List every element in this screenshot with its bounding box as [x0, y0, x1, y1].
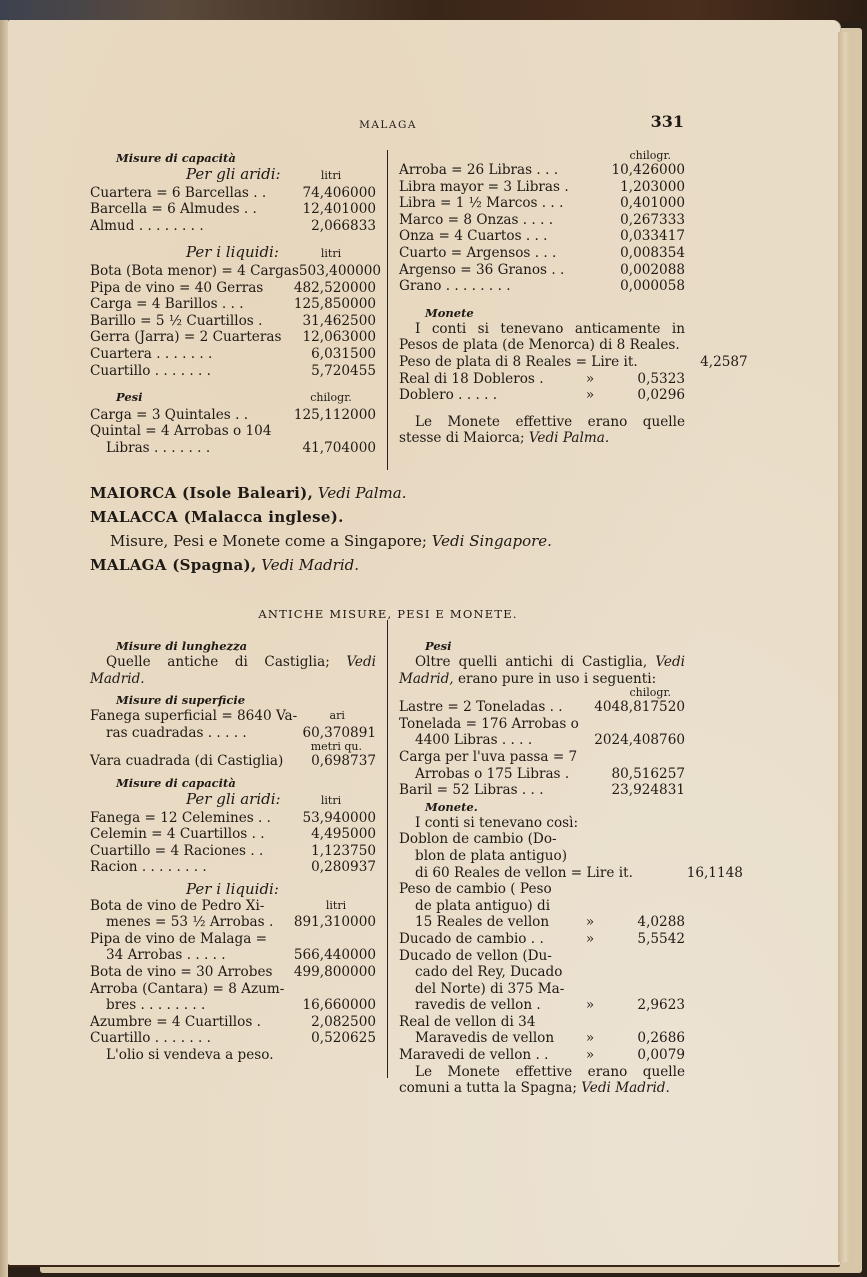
row-label: Barcella = 6 Almudes . . — [90, 201, 257, 218]
table-row — [90, 218, 376, 235]
table-liquid — [90, 898, 376, 1047]
ditto-mark — [633, 865, 663, 882]
row-label: Bota (Bota menor) = 4 Cargas — [90, 262, 299, 279]
table-dry — [90, 810, 376, 876]
row-value — [605, 881, 685, 898]
table-row — [90, 313, 376, 330]
row-label: Marco = 8 Onzas . . . . — [399, 211, 554, 228]
table-row — [90, 964, 376, 981]
row-value: 0,280937 — [311, 859, 376, 876]
row-value: 60,370891 — [302, 724, 376, 741]
row-label: Arroba (Cantara) = 8 Azum- — [90, 980, 285, 997]
table-row — [399, 782, 685, 799]
ditto-mark: » — [585, 370, 595, 387]
row-label: 4400 Libras . . . . — [415, 732, 533, 749]
row-value: 125,850000 — [293, 296, 376, 313]
table-row — [90, 363, 376, 380]
row-value: ari — [329, 709, 345, 723]
row-value: 53,940000 — [302, 809, 376, 826]
row-value: 12,401000 — [302, 201, 376, 218]
row-label: menes = 53 ½ Arrobas . — [106, 914, 274, 931]
table-liquid — [90, 262, 382, 379]
row-value: 0,0296 — [637, 387, 685, 404]
cross-reference: Vedi Madrid. — [581, 1080, 670, 1097]
row-value: 4048,817520 — [594, 699, 685, 716]
row-value: 2024,408760 — [594, 732, 685, 749]
row-label: Cuartillo . . . . . . . — [90, 362, 211, 379]
table-row — [399, 262, 685, 279]
ditto-mark — [638, 354, 668, 371]
row-label: blon de plata antiguo) — [415, 847, 568, 864]
table-row — [90, 981, 376, 998]
row-value: 4,495000 — [311, 826, 376, 843]
row-value: 10,426000 — [611, 162, 685, 178]
table-weights — [90, 407, 376, 457]
table-row — [399, 864, 743, 882]
row-value: 0,698737 — [311, 753, 376, 770]
row-label: Fanega = 12 Celemines . . — [90, 809, 272, 826]
row-label: Carga per l'uva passa = 7 — [399, 748, 578, 765]
coins-note: Le Monete effettive erano quelle comuni a tutta la Spagna; Vedi Madrid. — [399, 1063, 685, 1097]
top-left-column — [90, 150, 382, 457]
row-label: de plata antiguo) di — [415, 897, 551, 914]
row-value: 0,033417 — [620, 228, 685, 245]
row-value: 16,1148 — [686, 864, 743, 881]
cross-reference: Vedi Madrid. — [261, 556, 359, 574]
row-value: 5,720455 — [311, 362, 376, 379]
row-value: 12,063000 — [302, 329, 376, 346]
row-label: Quintal = 4 Arrobas o 104 — [90, 423, 272, 440]
row-label: di 60 Reales de vellon = Lire it. — [415, 864, 633, 881]
table-row — [399, 914, 685, 931]
row-value: 4,0288 — [637, 914, 685, 931]
table-coins — [399, 353, 748, 404]
table-row — [90, 826, 376, 843]
row-label: Arroba = 26 Libras . . . — [399, 162, 559, 178]
table-row — [399, 1014, 685, 1031]
row-value: 23,924831 — [611, 782, 685, 799]
ditto-mark — [575, 964, 605, 981]
table-row — [90, 440, 376, 457]
ditto-mark — [575, 981, 605, 998]
table-row — [90, 346, 376, 363]
row-label: Peso de plata di 8 Reales = Lire it. — [399, 353, 638, 370]
length-text: Quelle antiche di Castiglia; Vedi Madrid. — [90, 654, 377, 687]
row-value: 503,400000 — [298, 262, 382, 279]
table-row — [399, 179, 685, 196]
row-value — [605, 716, 685, 733]
ditto-mark — [575, 948, 605, 965]
row-label: bres . . . . . . . . — [106, 997, 206, 1014]
table-surface — [90, 708, 376, 770]
entry-maiorca: MAIORCA (Isole Baleari), Vedi Palma. — [90, 484, 407, 502]
row-value: 31,462500 — [302, 312, 376, 329]
liquid-note: L'olio si vendeva a peso. — [106, 1046, 274, 1063]
row-value: litri — [325, 898, 347, 912]
row-value — [296, 931, 376, 948]
bottom-left-column — [90, 638, 376, 1063]
table-row — [90, 708, 376, 725]
coins-note: Le Monete effettive erano quelle stesse di Maiorca; Vedi Palma. — [399, 413, 685, 447]
row-label: Bota de vino de Pedro Xi- — [90, 897, 265, 914]
row-value: 80,516257 — [611, 765, 685, 782]
row-label: cado del Rey, Ducado — [415, 964, 563, 981]
unit-label: metri qu. — [310, 740, 362, 754]
row-value: 5,5542 — [637, 930, 685, 947]
row-value: 0,000058 — [620, 278, 685, 295]
row-label: Fanega superficial = 8640 Va- — [90, 708, 298, 725]
unit-label: chilogr. — [629, 149, 671, 162]
row-label: Carga = 4 Barillos . . . — [90, 296, 244, 313]
table-row — [90, 859, 376, 876]
row-value: 0,520625 — [311, 1030, 376, 1047]
table-row — [399, 371, 685, 388]
subheading-liquid: Per i liquidi: — [186, 879, 279, 898]
row-label: Barillo = 5 ½ Cuartillos . — [90, 312, 263, 329]
table-row — [90, 407, 376, 424]
entry-malacca-body: Misure, Pesi e Monete come a Singapore; Vedi Singapore. — [110, 532, 552, 550]
row-value: 16,660000 — [302, 997, 376, 1014]
table-row — [90, 280, 376, 297]
row-label: Argenso = 36 Granos . . — [399, 261, 565, 278]
table-row — [399, 766, 685, 783]
row-label: ravedis de vellon . — [415, 997, 541, 1014]
subheading-weights: Pesi chilogr. — [116, 390, 352, 405]
table-row — [399, 848, 685, 865]
row-label: 34 Arrobas . . . . . — [106, 947, 226, 964]
section-heading: Monete. — [425, 799, 478, 814]
row-label: Doblero . . . . . — [399, 387, 498, 404]
ditto-mark: » — [585, 914, 595, 931]
row-label: Lastre = 2 Toneladas . . — [399, 699, 563, 716]
section-heading: Misure di lunghezza — [116, 639, 248, 653]
row-value — [605, 1014, 685, 1031]
table-row — [399, 245, 685, 262]
row-value — [296, 981, 376, 998]
row-label: Maravedis de vellon — [415, 1030, 555, 1047]
row-label: Pipa de vino = 40 Gerras — [90, 279, 264, 296]
table-row — [90, 997, 376, 1014]
section-heading: Misure di capacità — [116, 151, 236, 165]
table-row — [90, 725, 376, 742]
row-label: Ducado de vellon (Du- — [399, 947, 552, 964]
table-row — [399, 387, 685, 404]
gazetteer-entries — [90, 481, 690, 577]
ditto-mark — [575, 848, 605, 865]
entry-malaga: MALAGA (Spagna), Vedi Madrid. — [90, 556, 359, 574]
row-label: Baril = 52 Libras . . . — [399, 782, 544, 799]
table-row — [399, 881, 685, 898]
row-value — [605, 981, 685, 998]
ditto-mark: » — [585, 930, 595, 947]
coins-intro: I conti si tenevano anticamente in Pesos de plata (de Menorca) di 8 Reales. — [399, 320, 685, 354]
row-value — [605, 831, 685, 848]
table-row — [399, 228, 685, 245]
ditto-mark — [575, 881, 605, 898]
table-row — [399, 353, 748, 371]
row-label: del Norte) di 375 Ma- — [415, 980, 565, 997]
bottom-right-column — [399, 638, 743, 1097]
table-row — [90, 931, 376, 948]
row-value — [605, 948, 685, 965]
table-row — [90, 843, 376, 860]
row-value: 0,002088 — [620, 261, 685, 278]
table-row — [399, 931, 685, 948]
entry-malacca: MALACCA (Malacca inglese). — [90, 508, 344, 526]
table-row — [399, 964, 685, 981]
ditto-mark — [575, 831, 605, 848]
row-value: 0,0079 — [637, 1047, 685, 1064]
table-row — [399, 278, 685, 295]
row-label: Tonelada = 176 Arrobas o — [399, 715, 579, 732]
table-row — [90, 914, 376, 931]
cross-reference: Vedi Palma. — [528, 430, 610, 447]
column-divider-bottom — [387, 620, 388, 1078]
table-row — [399, 948, 685, 965]
ditto-mark: » — [585, 997, 595, 1014]
row-value: 499,800000 — [293, 963, 376, 980]
row-label: Cuartillo . . . . . . . — [90, 1030, 211, 1047]
row-label: ras cuadradas . . . . . — [106, 724, 247, 741]
row-label: Pipa de vino de Malaga = — [90, 930, 268, 947]
row-value — [605, 964, 685, 981]
table-row — [90, 423, 376, 440]
row-label: Gerra (Jarra) = 2 Cuarteras — [90, 329, 282, 346]
row-value: 41,704000 — [302, 439, 376, 456]
table-row — [90, 296, 376, 313]
table-coins — [399, 831, 743, 1064]
column-divider-top — [387, 150, 388, 470]
ditto-mark — [575, 1014, 605, 1031]
row-value: 0,008354 — [620, 244, 685, 261]
table-weights — [399, 699, 685, 799]
row-label: 15 Reales de vellon — [415, 914, 550, 931]
table-row — [90, 898, 376, 915]
row-value: 0,5323 — [637, 370, 685, 387]
row-label: Vara cuadrada (di Castiglia) — [90, 753, 284, 770]
row-label: Peso de cambio ( Peso — [399, 881, 552, 898]
row-label: Libras . . . . . . . — [106, 439, 211, 456]
row-label: Doblon de cambio (Do- — [399, 831, 557, 848]
ditto-mark: » — [585, 387, 595, 404]
row-label: Arrobas o 175 Libras . — [415, 765, 570, 782]
table-row — [90, 329, 376, 346]
row-label: Carga = 3 Quintales . . — [90, 406, 249, 423]
row-value: 6,031500 — [311, 345, 376, 362]
section-title: ANTICHE MISURE, PESI E MONETE. — [258, 607, 518, 621]
table-row — [90, 947, 376, 964]
row-value: 2,066833 — [311, 217, 376, 234]
row-label: Real de vellon di 34 — [399, 1013, 536, 1030]
row-label: Cuarto = Argensos . . . — [399, 244, 557, 261]
table-row — [90, 201, 376, 218]
table-dry — [90, 185, 376, 235]
table-weights — [399, 162, 685, 295]
table-row — [399, 1047, 685, 1064]
row-label: Celemin = 4 Cuartillos . . — [90, 826, 265, 843]
row-label: Racion . . . . . . . . — [90, 859, 207, 876]
row-value: 2,9623 — [637, 997, 685, 1014]
ditto-mark: » — [585, 1030, 595, 1047]
row-value: 4,2587 — [700, 353, 748, 370]
section-heading: Misure di superficie — [116, 693, 246, 708]
row-label: Libra = 1 ½ Marcos . . . — [399, 195, 564, 212]
table-row — [90, 185, 376, 202]
row-label: Bota de vino = 30 Arrobes — [90, 963, 273, 980]
table-row — [399, 195, 685, 212]
cross-reference: Vedi Madrid. — [90, 654, 377, 687]
table-row — [399, 212, 685, 229]
table-row — [399, 1030, 685, 1047]
row-label: Libra mayor = 3 Libras . — [399, 178, 569, 195]
row-label: Almud . . . . . . . . — [90, 217, 204, 234]
row-value: 0,267333 — [620, 211, 685, 228]
row-value: 482,520000 — [293, 279, 376, 296]
section-heading: Monete — [425, 305, 474, 320]
table-row — [90, 810, 376, 827]
row-value: 0,2686 — [637, 1030, 685, 1047]
cross-reference: Vedi Madrid, — [399, 654, 685, 687]
row-label: Cuartera . . . . . . . — [90, 345, 213, 362]
unit-label: chilogr. — [629, 686, 671, 700]
row-label: Cuartillo = 4 Raciones . . — [90, 842, 264, 859]
subheading-dry: Per gli aridi: litri — [186, 789, 342, 808]
row-value: 2,082500 — [311, 1013, 376, 1030]
table-row — [90, 753, 376, 770]
row-label: Maravedi de vellon . . — [399, 1047, 549, 1064]
page-number: 331 — [650, 112, 684, 131]
row-value: 74,406000 — [302, 184, 376, 201]
table-row — [90, 1030, 376, 1047]
table-row — [90, 1014, 376, 1031]
running-head: MALAGA — [359, 119, 417, 131]
subheading-dry: Per gli aridi: litri — [186, 165, 342, 183]
ditto-mark: » — [585, 1047, 595, 1064]
row-value — [605, 898, 685, 915]
row-label: Onza = 4 Cuartos . . . — [399, 228, 548, 245]
row-label: Ducado de cambio . . — [399, 930, 544, 947]
coins-intro: I conti si tenevano così: — [415, 814, 579, 831]
row-value: 891,310000 — [293, 914, 376, 931]
table-row — [399, 831, 685, 848]
weights-intro: Oltre quelli antichi di Castiglia, Vedi Madrid, erano pure in uso i seguenti: — [399, 654, 685, 687]
row-value — [605, 848, 685, 865]
table-row — [399, 749, 685, 766]
cross-reference: Vedi Palma. — [317, 484, 407, 502]
table-row — [399, 898, 685, 915]
table-row — [399, 981, 685, 998]
row-value: 1,203000 — [620, 178, 685, 195]
row-value: 566,440000 — [293, 947, 376, 964]
table-row — [399, 997, 685, 1014]
row-value: 0,401000 — [620, 195, 685, 212]
table-row — [90, 262, 382, 280]
table-row — [399, 699, 685, 716]
section-heading: Pesi — [425, 639, 452, 653]
row-label: Azumbre = 4 Cuartillos . — [90, 1013, 261, 1030]
row-value — [605, 749, 685, 766]
table-row — [399, 732, 685, 749]
subheading-liquid: Per i liquidi: litri — [186, 243, 342, 262]
table-row — [399, 162, 685, 179]
section-heading: Misure di capacità — [116, 775, 236, 790]
ditto-mark — [575, 898, 605, 915]
top-right-column — [399, 149, 748, 447]
row-label: Real di 18 Dobleros . — [399, 370, 544, 387]
row-label: Cuartera = 6 Barcellas . . — [90, 184, 267, 201]
row-value: 1,123750 — [311, 842, 376, 859]
cross-reference: Vedi Singapore. — [431, 532, 552, 550]
row-value: 125,112000 — [293, 406, 376, 423]
row-label: Grano . . . . . . . . — [399, 278, 511, 295]
table-row — [399, 716, 685, 733]
row-value — [296, 423, 376, 440]
